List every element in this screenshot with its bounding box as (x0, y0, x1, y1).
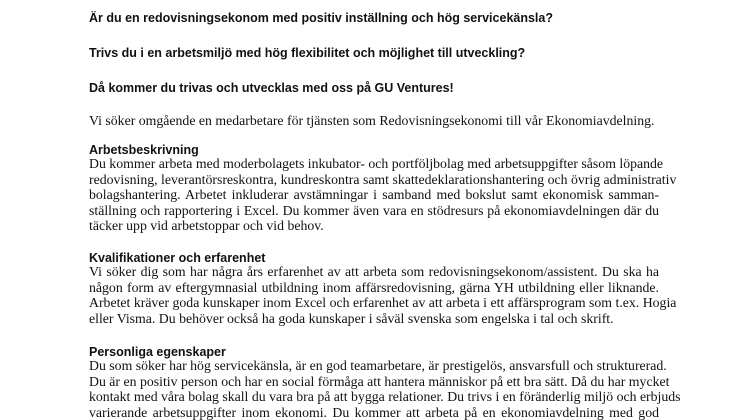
body-line: bolagshantering. Arbetet inkluderar avstämningar i samband med bokslut samt ekonomisk samman- (89, 187, 659, 203)
body-line: kontakt med våra bolag skall du vara bra på att bygga relationer. Du trivs i en föränderlig miljö och erbjuds (89, 389, 659, 405)
body-line: Du kommer arbeta med moderbolagets inkubator- och portföljbolag med arbetsuppgifter såsom löpande (89, 156, 659, 172)
body-line: Du är en positiv person och har en social förmåga att hantera människor på ett bra sätt. Då du har mycket (89, 374, 659, 390)
section-heading-arbetsbeskrivning: Arbetsbeskrivning (89, 142, 199, 158)
question-2: Trivs du i en arbetsmiljö med hög flexibilitet och möjlighet till utveckling? (89, 45, 525, 61)
body-line: ställning och rapportering i Excel. Du kommer även vara en stödresurs på ekonomiavdelningen där du (89, 203, 659, 219)
body-line: varierande arbetsuppgifter inom ekonomi. Du kommer att arbeta på en ekonomiavdelning med god (89, 405, 659, 420)
body-line: täcker upp vid arbetstoppar och vid behov. (89, 218, 659, 234)
intro-paragraph: Vi söker omgående en medarbetare för tjänsten som Redovisningsekonomi till vår Ekonomiavdelning. (89, 112, 654, 129)
body-line: redovisning, leverantörsreskontra, kundreskontra samt skattedeklarationshantering och övrig administrativ (89, 172, 659, 188)
section-heading-kvalifikationer: Kvalifikationer och erfarenhet (89, 250, 265, 266)
question-1: Är du en redovisningsekonom med positiv inställning och hög servicekänsla? (89, 10, 553, 26)
section-body-personliga-egenskaper (89, 358, 659, 420)
section-body-kvalifikationer (89, 264, 659, 326)
question-3: Då kommer du trivas och utvecklas med oss på GU Ventures! (89, 80, 454, 96)
body-line: Arbetet kräver goda kunskaper inom Excel och erfarenhet av att arbeta i ett affärsprogram som t.ex. Hogia (89, 295, 659, 311)
body-line: eller Visma. Du behöver också ha goda kunskaper i såväl svenska som engelska i tal och skrift. (89, 311, 659, 327)
body-line: Vi söker dig som har några års erfarenhet av att arbeta som redovisningsekonom/assistent. Du ska ha (89, 264, 659, 280)
section-heading-personliga-egenskaper: Personliga egenskaper (89, 344, 226, 360)
body-line: någon form av eftergymnasial utbildning inom affärsredovisning, gärna YH utbildning eller liknande. (89, 280, 659, 296)
body-line: Du som söker har hög servicekänsla, är en god teamarbetare, är prestigelös, ansvarsfull och strukturerad. (89, 358, 659, 374)
section-body-arbetsbeskrivning (89, 156, 659, 234)
